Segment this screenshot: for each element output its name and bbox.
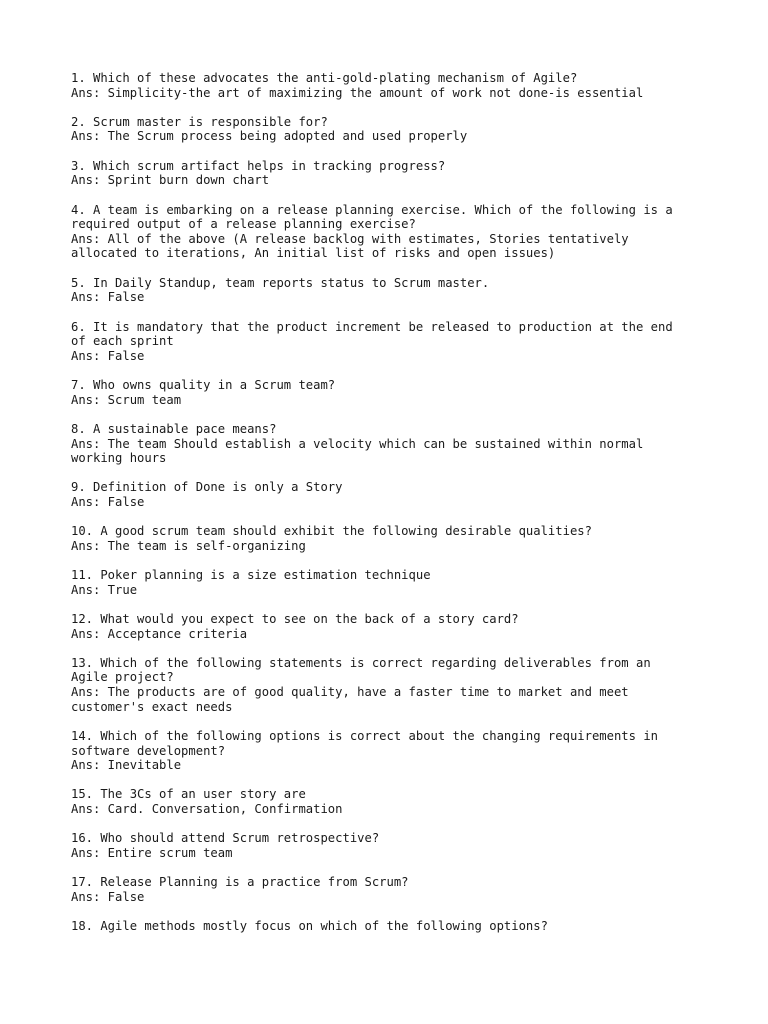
question-text: software development? [71,743,226,758]
qa-item-6 [71,320,711,364]
question-text: 5. In Daily Standup, team reports status to Scrum master. [71,275,490,290]
answer-text: Ans: Scrum team [71,392,182,407]
question-text: 2. Scrum master is responsible for? [71,114,328,129]
qa-item-1 [71,71,711,100]
answer-text: Ans: Sprint burn down chart [71,173,270,188]
qa-item-4 [71,203,711,261]
question-text: 9. Definition of Done is only a Story [71,480,343,495]
question-text: required output of a release planning exercise? [71,217,416,232]
question-text: Agile project? [71,670,174,685]
answer-text: Ans: True [71,582,138,597]
question-text: 17. Release Planning is a practice from Scrum? [71,875,409,890]
answer-text: Ans: False [71,889,145,904]
answer-text: Ans: The team is self-organizing [71,538,306,553]
qa-item-14 [71,729,711,773]
question-text: 12. What would you expect to see on the back of a story card? [71,612,519,626]
answer-text: customer's exact needs [71,699,233,714]
question-text: 11. Poker planning is a size estimation technique [71,568,431,583]
qa-item-8 [71,422,711,466]
qa-item-7 [71,378,711,407]
question-text: 14. Which of the following options is correct about the changing requirements in [71,728,658,743]
question-text: 7. Who owns quality in a Scrum team? [71,378,336,393]
question-text: 15. The 3Cs of an user story are [71,787,306,802]
qa-item-17 [71,875,711,904]
answer-text: Ans: False [71,494,145,509]
qa-item-10 [71,524,711,553]
answer-text: Ans: Entire scrum team [71,845,233,860]
question-text: 10. A good scrum team should exhibit the following desirable qualities? [71,524,592,539]
question-text: 1. Which of these advocates the anti-gold-plating mechanism of Agile? [71,71,578,85]
qa-item-16 [71,831,711,860]
answer-text: Ans: False [71,348,145,363]
qa-item-12 [71,612,711,641]
answer-text: Ans: The Scrum process being adopted and used properly [71,129,468,144]
question-text: 4. A team is embarking on a release planning exercise. Which of the following is a [71,202,673,217]
answer-text: Ans: The products are of good quality, have a faster time to market and meet [71,685,629,700]
qa-item-2 [71,115,711,144]
answer-text: Ans: The team Should establish a velocity which can be sustained within normal [71,436,644,451]
question-text: 13. Which of the following statements is correct regarding deliverables from an [71,655,651,670]
qa-item-3 [71,159,711,188]
answer-text: Ans: Card. Conversation, Confirmation [71,802,343,816]
qa-item-5 [71,276,711,305]
question-text: 18. Agile methods mostly focus on which of the following options? [71,919,548,934]
answer-text: working hours [71,451,167,466]
answer-text: Ans: Simplicity-the art of maximizing the amount of work not done-is essential [71,85,644,100]
qa-item-11 [71,568,711,597]
question-text: 8. A sustainable pace means? [71,421,277,436]
answer-text: allocated to iterations, An initial list of risks and open issues) [71,246,556,261]
question-text: 6. It is mandatory that the product increment be released to production at the end [71,319,673,334]
qa-item-15 [71,787,711,816]
answer-text: Ans: All of the above (A release backlog with estimates, Stories tentatively [71,231,629,246]
question-text: of each sprint [71,334,174,349]
answer-text: Ans: Inevitable [71,758,182,773]
answer-text: Ans: False [71,290,145,305]
question-text: 16. Who should attend Scrum retrospective? [71,831,380,846]
document-page [71,71,711,948]
answer-text: Ans: Acceptance criteria [71,626,248,641]
qa-item-9 [71,480,711,509]
qa-item-13 [71,656,711,714]
question-text: 3. Which scrum artifact helps in tracking progress? [71,158,446,173]
qa-item-18 [71,919,711,934]
